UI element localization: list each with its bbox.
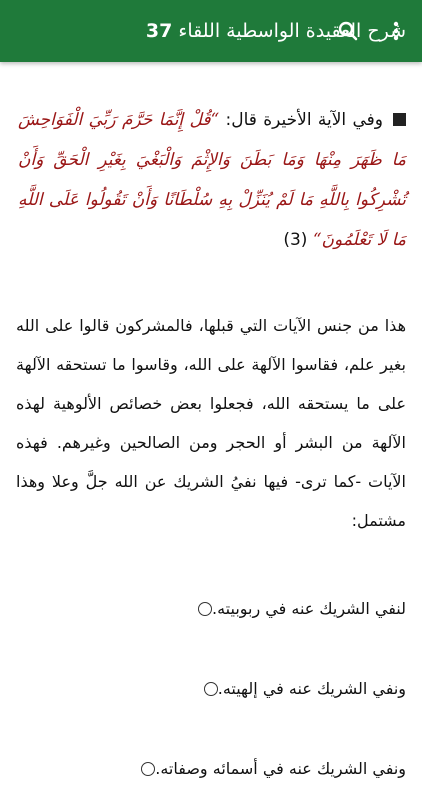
app-bar <box>0 0 422 62</box>
title-text: شرح العقيدة الواسطية اللقاء <box>178 20 406 42</box>
circle-bullet-icon <box>204 682 218 696</box>
verse-close-quote: “ <box>312 230 322 250</box>
list-item-text: لنفي الشريك عنه في ربوبيته. <box>212 599 406 618</box>
explanation-paragraph: هذا من جنس الآيات التي قبلها، فالمشركون قالوا على الله بغير علم، فقاسوا الآلهة على الله، وقاسوا ما تستحقه الآلهة على ما يستحقه الله، فجعلوا بعض خصائص الألوهية لهذه الآلهة من البشر أو الحجر ومن الصالحين وغيرهم. فهذه الآيات -كما ترى- فيها نفيُ الشريك عن الله جلَّ وعلا وهذا مشتمل: <box>16 316 406 530</box>
circle-bullet-icon <box>198 602 212 616</box>
circle-bullet-icon <box>141 762 155 776</box>
verse-paragraph <box>18 100 406 260</box>
list-item-text: ونفي الشريك عنه في إلهيته. <box>217 679 406 698</box>
intro-text: وفي الآية الأخيرة قال: <box>219 110 383 130</box>
list-item <box>198 679 406 698</box>
content-area[interactable] <box>0 62 422 800</box>
list-item <box>192 599 406 618</box>
quran-verse: قُلْ إِنَّمَا حَرَّمَ رَبِّيَ الْفَوَاحِشَ مَا ظَهَرَ مِنْهَا وَمَا بَطَنَ وَالإِثْمَ وَالْبَغْيَ بِغَيْرِ الْحَقِّ وَأَنْ تُشْرِكُوا بِاللَّهِ مَا لَمْ يُنَزِّلْ بِهِ سُلْطَانًا وَأَنْ تَقُولُوا عَلَى اللَّهِ مَا لَا تَعْلَمُونَ <box>18 110 406 250</box>
list-item-text: ونفي الشريك عنه في أسمائه وصفاته. <box>155 759 406 778</box>
page-title <box>146 0 406 62</box>
verse-open-quote: “ <box>210 110 220 130</box>
footnote-ref[interactable]: (3) <box>283 230 313 250</box>
square-bullet-icon <box>393 113 406 126</box>
lesson-number: 37 <box>145 20 173 42</box>
list-item <box>135 759 406 778</box>
